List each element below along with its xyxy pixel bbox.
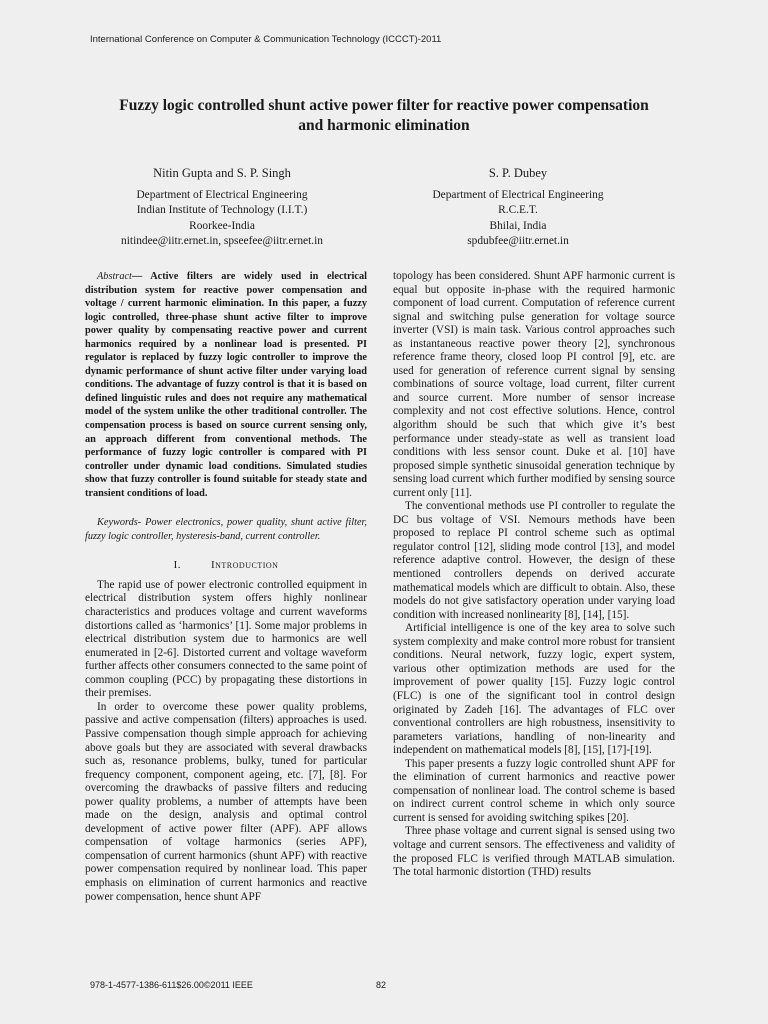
paragraph: topology has been considered. Shunt APF harmonic current is equal but opposite in-phase with the required harmonic component of load current. Computation of reference current signal and switching pulse generation for voltage source inverter (VSI) is main task. Various control approaches such as instantaneous reactive power theory [2], synchronous reference frame theory, closed loop PI control [9], etc. are used for generation of reference current signal by sensing combinations of source voltage, load current, filter current and source current. More number of sensor increase complexity and not cost effective solutions. Hence, control algorithm should be such that which give it’s best performance under steady-state as well as transient load conditions with less sensor count. Duke et al. [10] have proposed simple synthetic sinusoidal generation technique by sensing load current which further modified by sensing source current only [11]. [393, 270, 675, 499]
left-column [85, 270, 367, 904]
author-email: nitindee@iitr.ernet.in, spseefee@iitr.ernet.in [121, 235, 323, 247]
author-department: Department of Electrical Engineering [432, 188, 604, 201]
author-block-left [72, 166, 372, 250]
paragraph: The rapid use of power electronic controlled equipment in electrical distribution system offers highly nonlinear characteristics and produces voltage and current waveforms distortions called as ‘harmonics’ [1]. Some major problems in electrical distribution system due to harmonics are well enumerated in [2-6]. Distorted current and voltage waveform further affects other consumers connected to the same point of common coupling (PCC) by propagating these distortions in their premises. [85, 578, 367, 700]
abstract-text: Active filters are widely used in electrical distribution system for reactive power compensation and voltage / current harmonic elimination. In this paper, a fuzzy logic controlled, three-phase shunt active filter to improve power quality by compensating reactive power and current harmonics required by a nonlinear load is presented. PI regulator is replaced by fuzzy logic controller to improve the dynamic performance of shunt active filter under varying load conditions. The advantage of fuzzy control is that it is based on defined linguistic rules and does not require any mathematical model of the system unlike the other traditional controller. The compensation process is based on source current sensing only, an approach different from conventional methods. The performance of fuzzy logic controller is compared with PI controller under dynamic load conditions. Simulated studies show that fuzzy controller is found suitable for steady state and transient conditions of load. [85, 271, 367, 499]
paragraph: Three phase voltage and current signal is sensed using two voltage and current sensors. The effectiveness and validity of the proposed FLC is verified through MATLAB simulation. The total harmonic distortion (THD) results [393, 825, 675, 879]
paragraph: Artificial intelligence is one of the key area to solve such system complexity and make control more robust for transient conditions. Neural network, fuzzy logic, expert system, various other optimization methods are used for the improvement of power quality [15]. Fuzzy logic control (FLC) is one of the significant tool in control design originated by Zadeh [16]. The advantages of FLC over conventional controllers are high robustness, insensitivity to parameters variations, handling of non-linearity and independent on mathematical models [8], [15], [17]-[19]. [393, 622, 675, 757]
abstract-label: Abstract [97, 271, 132, 282]
author-institution: R.C.E.T. [498, 204, 538, 216]
author-location: Roorkee-India [189, 219, 255, 232]
abstract [85, 270, 367, 500]
author-institution: Indian Institute of Technology (I.I.T.) [136, 204, 308, 216]
title-line-1: Fuzzy logic controlled shunt active power filter for reactive power compensation [119, 97, 649, 114]
paragraph: The conventional methods use PI controller to regulate the DC bus voltage of VSI. Nemours methods have been proposed to replace PI control scheme such as optimal regulator control [12], sliding mode control [13], and model reference adaptive control. However, the design of these mentioned controllers depends on derived accurate mathematical models which are difficult to obtain. Also, these models do not give satisfactory operation under varying load condition with increased nonlinearity [8], [14], [15]. [393, 500, 675, 621]
section-number: I. [173, 559, 181, 572]
paper-title [60, 96, 708, 136]
paragraph: This paper presents a fuzzy logic controlled shunt APF for the elimination of current harmonics and reactive power compensation of nonlinear load. The control scheme is based on indirect current control scheme in which only source current is sensed for avoiding switching spikes [20]. [393, 757, 675, 824]
footer-isbn: 978-1-4577-1386-611$26.00©2011 IEEE [90, 980, 253, 990]
page-number: 82 [376, 980, 387, 990]
section-title: Introduction [210, 559, 279, 572]
title-line-2: and harmonic elimination [298, 117, 470, 134]
author-block-right [368, 166, 668, 250]
keywords: Keywords- Power electronics, power quality, shunt active filter, fuzzy logic controller, hysteresis-band, current controller. [85, 517, 367, 542]
right-column [393, 270, 675, 880]
author-location: Bhilai, India [489, 219, 547, 232]
author-department: Department of Electrical Engineering [136, 188, 308, 201]
conference-header: International Conference on Computer & Communication Technology (ICCCT)-2011 [90, 34, 442, 45]
paragraph: In order to overcome these power quality problems, passive and active compensation (filters) approaches is used. Passive compensation though simple approach for achieving above goals but they are associated with several drawbacks such as, resonance problems, bulky, tuned for particular frequency component, component ageing, etc. [7], [8]. For overcoming the drawbacks of passive filters and reducing power quality problems, a number of attempts have been made on the design, analysis and optimal control development of active power filter (APF). APF allows compensation of voltage harmonics (series APF), compensation of current harmonics (shunt APF) with reactive power compensation required by nonlinear load. This paper emphasis on elimination of current harmonics and reactive power compensation, hence shunt APF [85, 700, 367, 903]
section-heading [85, 559, 367, 573]
author-email: spdubfee@iitr.ernet.in [467, 235, 569, 247]
author-names: S. P. Dubey [488, 166, 548, 180]
author-names: Nitin Gupta and S. P. Singh [153, 166, 291, 180]
abstract-dash: — [131, 271, 151, 282]
